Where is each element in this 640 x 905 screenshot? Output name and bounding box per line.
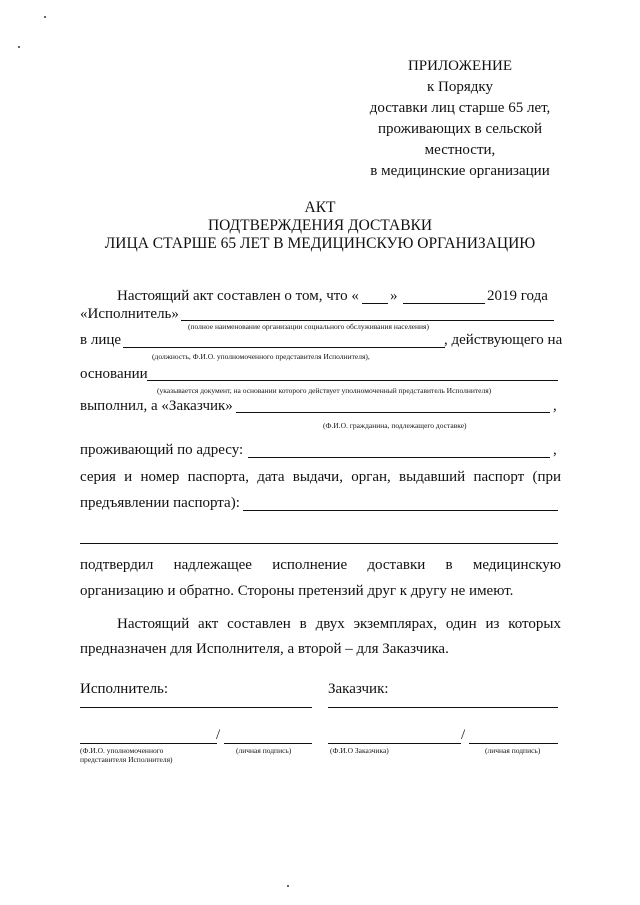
customer-comma: , [553, 398, 557, 414]
executor-slash: / [216, 727, 221, 743]
customer-hint: (Ф.И.О. гражданина, подлежащего доставке) [323, 421, 467, 430]
sign-customer-label: Заказчик: [328, 681, 389, 697]
executor-org-field[interactable] [80, 707, 312, 708]
date-month-field[interactable] [403, 303, 485, 304]
in-person-label: в лице [80, 332, 122, 348]
sign-executor-label: Исполнитель: [80, 681, 169, 697]
passport-label: предъявлении паспорта): [80, 495, 240, 511]
title-line-1: АКТ [304, 199, 336, 216]
address-field[interactable] [248, 457, 550, 458]
passport-text-line: серия и номер паспорта, дата выдачи, орган, выдавший паспорт (при [80, 469, 561, 485]
date-day-field[interactable] [362, 303, 388, 304]
basis-label: основании [80, 366, 148, 382]
basis-hint: (указывается документ, на основании которого действует уполномоченный представитель Исполнителя) [157, 386, 492, 395]
appendix-line: в медицинские организации [370, 163, 550, 179]
address-comma: , [553, 442, 557, 458]
executor-name-field[interactable] [181, 320, 554, 321]
executor-label: «Исполнитель» [80, 306, 179, 322]
address-label: проживающий по адресу: [80, 442, 244, 458]
intro-text: Настоящий акт составлен о том, что « [117, 288, 359, 304]
executor-sign-hint: (личная подпись) [236, 746, 292, 755]
customer-name-field[interactable] [236, 412, 550, 413]
customer-slash: / [461, 727, 466, 743]
customer-label: выполнил, а «Заказчик» [80, 398, 233, 414]
customer-extra-field[interactable] [328, 707, 558, 708]
customer-name-hint: (Ф.И.О Заказчика) [330, 746, 389, 755]
executor-hint: (полное наименование организации социального обслуживания населения) [188, 322, 429, 331]
executor-fio-field[interactable] [80, 743, 217, 744]
executor-signature-field[interactable] [224, 743, 312, 744]
scan-speck [44, 16, 46, 18]
appendix-line: к Порядку [427, 79, 493, 95]
passport-field[interactable] [243, 510, 558, 511]
executor-name-hint-2: представителя Исполнителя) [80, 755, 173, 764]
executor-name-hint: (Ф.И.О. уполномоченного [80, 746, 164, 755]
scan-speck [287, 885, 289, 887]
title-line-2: ПОДТВЕРЖДЕНИЯ ДОСТАВКИ [207, 217, 433, 234]
document-title [60, 199, 580, 253]
year-text: 2019 года [487, 288, 548, 304]
passport-field-extra[interactable] [80, 543, 558, 544]
copies-line-1: Настоящий акт составлен в двух экземплярах, один из которых [117, 616, 561, 632]
appendix-line: местности, [424, 142, 496, 158]
appendix-block [330, 56, 590, 182]
confirm-line-2: организацию и обратно. Стороны претензий друг к другу не имеют. [80, 583, 514, 599]
appendix-line: ПРИЛОЖЕНИЕ [407, 58, 513, 74]
basis-field[interactable] [147, 380, 558, 381]
confirm-line-1: подтвердил надлежащее исполнение доставки в медицинскую [80, 557, 561, 573]
appendix-line: проживающих в сельской [378, 121, 542, 137]
customer-sign-hint: (личная подпись) [485, 746, 541, 755]
customer-signature-field[interactable] [469, 743, 558, 744]
title-line-3: ЛИЦА СТАРШЕ 65 ЛЕТ В МЕДИЦИНСКУЮ ОРГАНИЗАЦИЮ [104, 235, 536, 252]
appendix-line: доставки лиц старше 65 лет, [369, 100, 551, 116]
customer-fio-field[interactable] [328, 743, 461, 744]
quote-close: » [390, 288, 398, 304]
representative-field[interactable] [123, 347, 445, 348]
acting-text: , действующего на [444, 332, 563, 348]
representative-hint: (должность, Ф.И.О. уполномоченного представителя Исполнителя), [152, 352, 370, 361]
scan-speck [18, 46, 20, 48]
copies-line-2: предназначен для Исполнителя, а второй – для Заказчика. [80, 641, 449, 657]
